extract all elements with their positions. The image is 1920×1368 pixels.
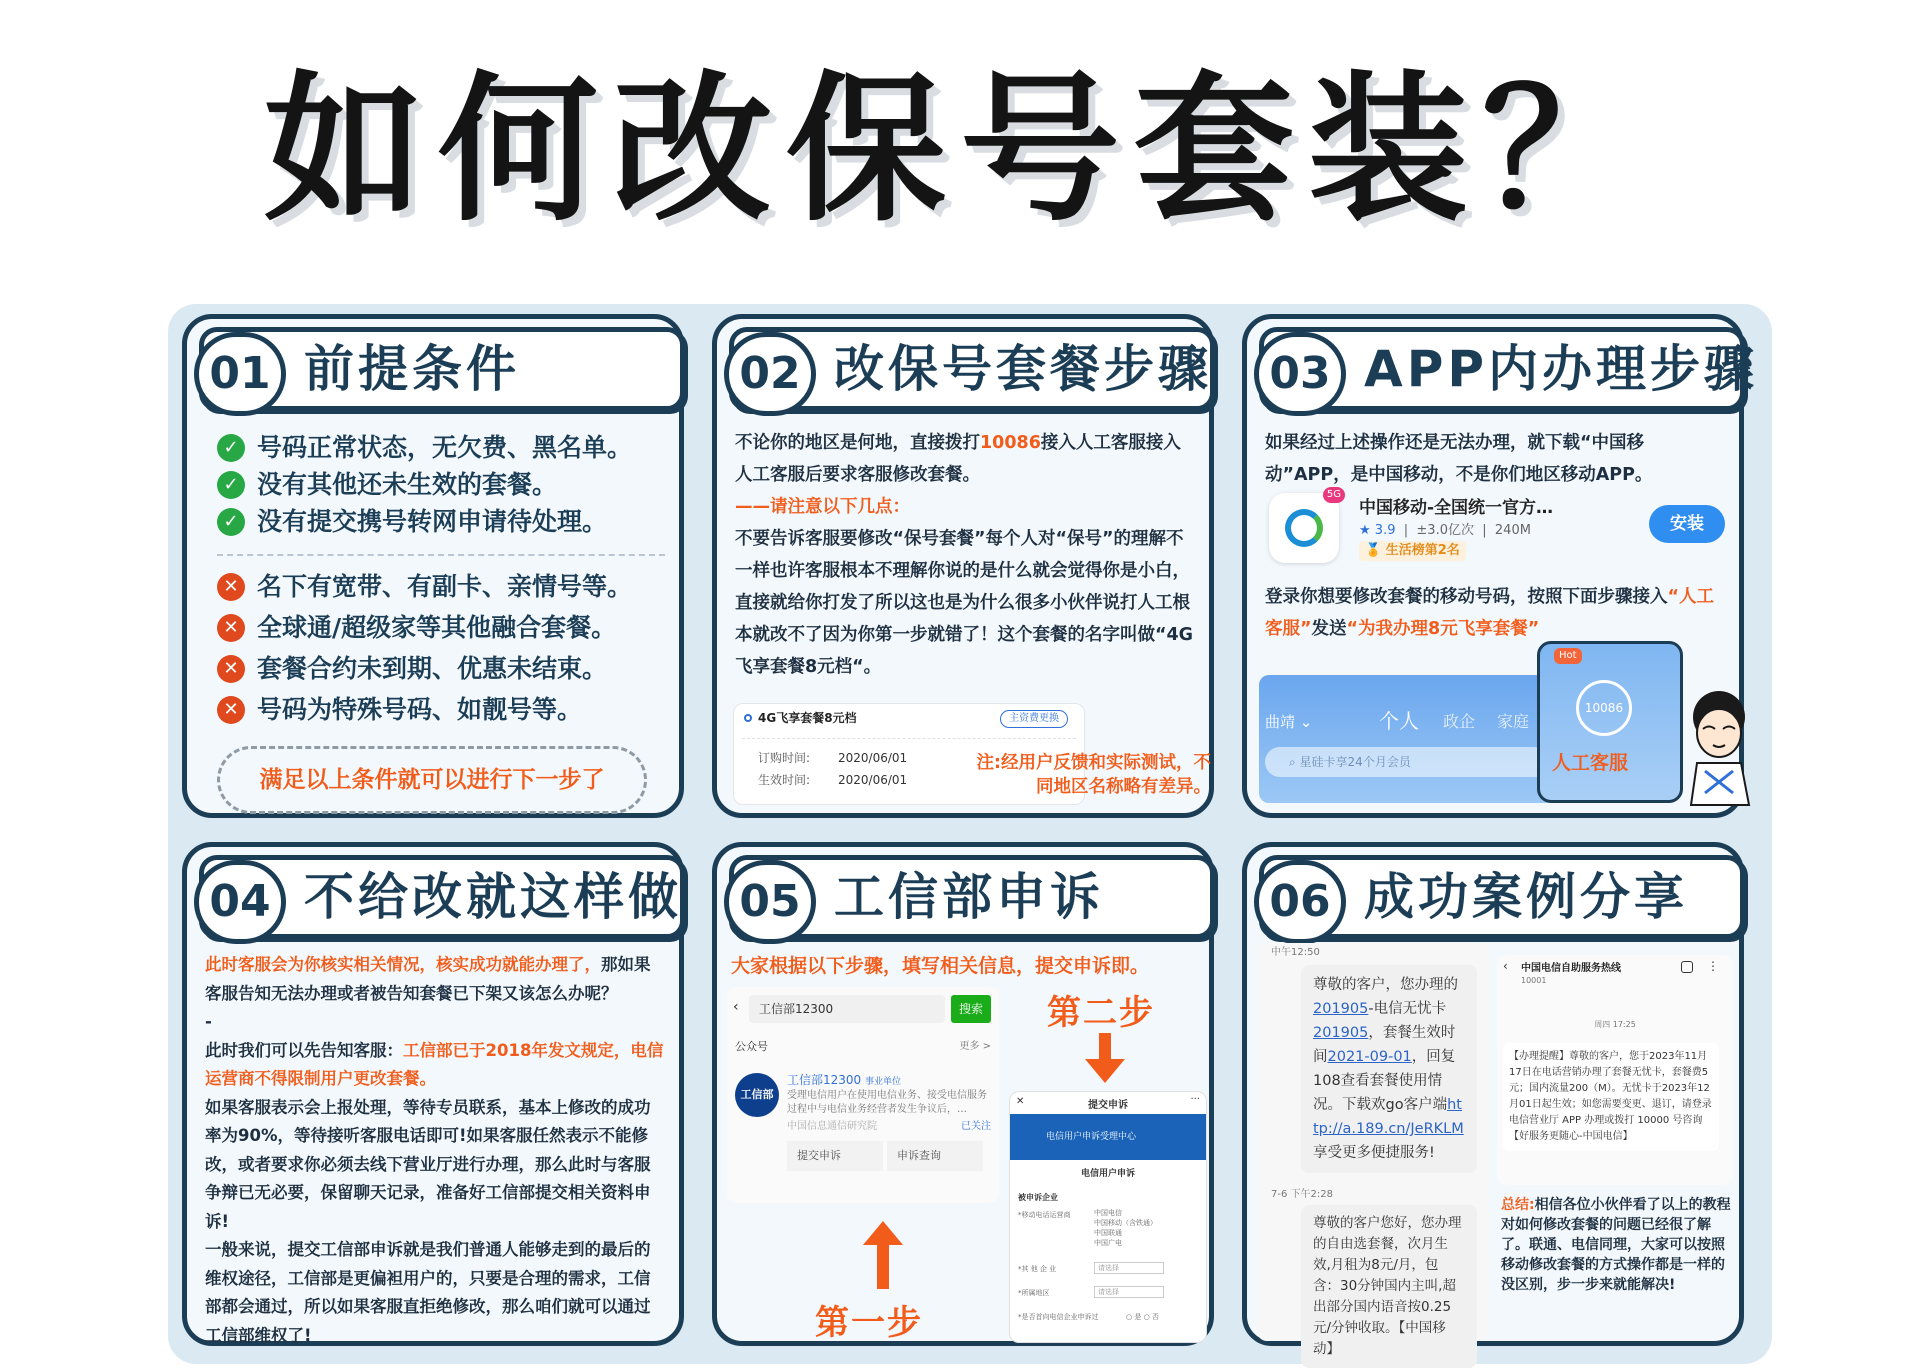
rights-paragraph: 一般来说，提交工信部申诉就是我们普通人能够走到的最后的维权途径，工信部是更偏袒用户的，只要是合理的需求，工信部都会通过，所以如果客服直拒绝修改，那么咱们就可以通过工信部维权了! <box>205 1240 651 1345</box>
sender-number: 10001 <box>1521 976 1547 985</box>
page-title: 如何改保号套装？ <box>263 56 1656 243</box>
enterprise-select[interactable]: 请选择 <box>1094 1262 1164 1274</box>
cross-circle-icon: ✕ <box>217 614 245 642</box>
cartoon-character-icon <box>1683 683 1755 805</box>
app-installs: ±3.0亿次 <box>1416 523 1474 538</box>
plan-tag: 主资费更换 <box>1000 710 1068 728</box>
step-two-label: 第二步 <box>1047 993 1155 1033</box>
divider <box>742 738 1076 739</box>
check-item: ✓ 没有其他还未生效的套餐。 <box>217 466 665 503</box>
form-row-label: *移动电话运营商 <box>1018 1211 1071 1219</box>
arrow-up-icon <box>877 1243 889 1289</box>
step-one-label: 第一步 <box>815 1303 923 1343</box>
cross-item: ✕ 号码为特殊号码、如靓号等。 <box>217 689 665 730</box>
card-header <box>729 855 1215 939</box>
quote-request: “为我办理8元飞享套餐” <box>1346 619 1540 639</box>
cross-circle-icon: ✕ <box>217 655 245 683</box>
save-icon[interactable] <box>1681 961 1693 973</box>
followup-paragraph: 如果客服表示会上报处理，等待专员联系，基本上修改的成功率为90%，等待接听客服电话即可!如果客服任然表示不能修改，或者要求你必须去线下营业厅进行办理，那么此时与客服争辩已无必要，保留聊天记录，准备好工信部提交相关资料申诉! <box>205 1097 651 1231</box>
card-title: 工信部申诉 <box>834 868 1104 926</box>
status-time: 中午12:50 <box>1271 947 1320 958</box>
quote-service: “人工客服” <box>1265 587 1715 639</box>
form-banner: 电信用户申诉受理中心 <box>1010 1114 1206 1160</box>
sms-message: 尊敬的客户您好，您办理的自由选套餐，次月生效,月租为8元/月，包含：30分钟国内主叫,超出部分国内语音按0.25元/分钟收取。【中国移动】 <box>1301 1205 1477 1368</box>
wechat-search-screenshot <box>727 987 999 1203</box>
app-listing <box>1263 489 1731 581</box>
radio-dot-icon <box>744 714 752 722</box>
check-item: ✓ 没有提交携号转网申请待处理。 <box>217 503 665 540</box>
search-input[interactable]: 工信部12300 <box>749 995 945 1023</box>
account-org: 中国信息通信研究院 <box>787 1121 877 1132</box>
more-link[interactable]: 更多 > <box>959 1041 991 1052</box>
effective-time-label: 生效时间: <box>758 773 811 787</box>
order-time-value: 2020/06/01 <box>838 751 908 765</box>
app-name: 中国移动-全国统一官方… <box>1359 498 1554 518</box>
region-select[interactable]: 请选择 <box>1094 1286 1164 1298</box>
card-success-cases <box>1242 842 1744 1357</box>
search-input[interactable]: ⌕ 星硅卡享24个月会员 <box>1265 747 1549 777</box>
star-icon: ★ <box>1359 523 1371 538</box>
5g-badge: 5G <box>1323 487 1345 503</box>
card-title: 成功案例分享 <box>1364 868 1688 926</box>
form-section: 被申诉企业 <box>1018 1193 1058 1202</box>
sms-screenshot-right <box>1497 955 1733 1185</box>
order-time-label: 订购时间: <box>758 751 811 765</box>
app-size: 240M <box>1494 523 1531 538</box>
account-name[interactable]: 工信部12300 事业单位 <box>787 1073 902 1087</box>
location-label: 曲靖 ⌄ <box>1265 713 1313 731</box>
cross-item: ✕ 名下有宽带、有副卡、亲情号等。 <box>217 566 665 607</box>
intro-line: 大家根据以下步骤，填写相关信息，提交申诉即。 <box>731 955 1150 977</box>
section-label: 公众号 <box>735 1040 768 1053</box>
more-icon[interactable]: ⋮ <box>1707 959 1719 973</box>
card-number: 06 <box>1254 860 1346 944</box>
card-number: 05 <box>724 860 816 944</box>
card-body <box>217 429 665 803</box>
effective-time-value: 2020/06/01 <box>838 773 908 787</box>
sender-name: 中国电信自助服务热线 <box>1521 963 1621 974</box>
carrier-options[interactable]: 中国电信 中国移动（含铁通） 中国联通 中国广电 <box>1094 1209 1157 1247</box>
china-mobile-logo-icon <box>1269 489 1341 563</box>
message-date: 周四 17:25 <box>1594 1020 1636 1029</box>
sms-message: 尊敬的客户，您办理的201905-电信无忧卡201905，套餐生效时间2021-09-01，回复108查看套餐使用情况。下载欢go客户端http://a.189.cn/JeRKLM享受更多便捷服务! <box>1301 965 1477 1173</box>
app-stats: ★ 3.9 | ±3.0亿次 | 240M <box>1359 523 1531 538</box>
app-home-screenshot <box>1259 675 1555 803</box>
card-header <box>1259 855 1745 939</box>
card-number: 02 <box>724 332 816 416</box>
sms-message: 【办理提醒】尊敬的客户，您于2023年11月17日在电话营销办理了套餐无忧卡，套餐费5元；国内流量200（M）。无忧卡于2023年12月01日起生效；如您需要变更、退订，请登录电信营业厅 APP 办理或拨打 10000 号咨询【好服务更随心-中国电信】 <box>1503 1043 1719 1151</box>
check-circle-icon: ✓ <box>217 471 245 499</box>
complaint-form-screenshot <box>1009 1091 1207 1343</box>
plan-name: 4G飞享套餐8元档 <box>758 711 857 725</box>
arrow-down-icon <box>1099 1033 1111 1061</box>
card-title: 前提条件 <box>304 340 520 398</box>
policy-paragraph: 此时我们可以先告知客服：工信部已于2018年发文规定，电信运营商不得限制用户更改套餐。 <box>205 1040 664 1088</box>
card-prerequisites <box>182 314 684 818</box>
install-button[interactable]: 安装 <box>1649 505 1725 543</box>
query-complaint-button[interactable]: 申诉查询 <box>887 1141 983 1171</box>
hot-badge: Hot <box>1554 648 1582 664</box>
form-row-label: *所属地区 <box>1018 1289 1050 1297</box>
hotline-number: 10086 <box>980 433 1041 453</box>
card-number: 03 <box>1254 332 1346 416</box>
card-header <box>1259 327 1758 411</box>
card-number: 04 <box>194 860 286 944</box>
back-icon[interactable]: ‹ <box>1503 959 1508 973</box>
search-icon: ⌕ <box>1289 755 1300 769</box>
cross-circle-icon: ✕ <box>217 696 245 724</box>
intro-paragraph: 如果经过上述操作还是无法办理，就下载“中国移动”APP，是中国移动，不是你们地区移动APP。 <box>1265 433 1653 485</box>
cross-circle-icon: ✕ <box>217 573 245 601</box>
card-complaint <box>712 842 1214 1346</box>
card-header <box>729 327 1215 411</box>
tab-family[interactable]: 家庭 <box>1497 712 1530 731</box>
followed-label: 已关注 <box>961 1121 991 1132</box>
card-title: 不给改就这样做 <box>304 868 682 926</box>
cross-item: ✕ 全球通/超级家等其他融合套餐。 <box>217 607 665 648</box>
close-icon[interactable]: ✕ <box>1016 1096 1025 1107</box>
check-circle-icon: ✓ <box>217 434 245 462</box>
card-title: APP内办理步骤 <box>1364 340 1758 398</box>
prior-complaint-radio[interactable]: ○ 是 ○ 否 <box>1126 1313 1159 1321</box>
form-subtitle: 电信用户申诉 <box>1080 1169 1135 1179</box>
variance-note: 注:经用户反馈和实际测试，不同地区名称略有差异。 <box>976 753 1211 797</box>
card-fallback <box>182 842 684 1346</box>
note-paragraph: 不要告诉客服要修改“保号套餐”每个人对“保号”的理解不一样也许客服根本不理解你说的是什么就会觉得你是小白，直接就给你打发了所以这也是为什么很多小伙伴说打人工根本就改不了因为你第一步就错了！这个套餐的名字叫做“4G飞享套餐8元档“。 <box>735 529 1194 677</box>
service-label: 人工客服 <box>1552 752 1629 774</box>
account-logo: 工信部 <box>735 1073 779 1117</box>
cross-item: ✕ 套餐合约未到期、优惠未结束。 <box>217 648 665 689</box>
card-header <box>199 327 685 411</box>
more-icon[interactable]: ··· <box>1190 1094 1200 1105</box>
form-title: 提交申诉 <box>1088 1100 1128 1111</box>
note-heading: ——请注意以下几点： <box>735 497 910 517</box>
card-header <box>199 855 685 939</box>
form-row-label: *其 他 企 业 <box>1018 1265 1057 1273</box>
sms-screenshot-left <box>1257 943 1489 1357</box>
app-rating: 3.9 <box>1374 523 1396 538</box>
tab-enterprise[interactable]: 政企 <box>1443 712 1476 731</box>
check-item: ✓ 号码正常状态，无欠费、黑名单。 <box>217 429 665 466</box>
form-row-label: *是否首向电信企业申诉过 <box>1018 1313 1099 1321</box>
search-button[interactable]: 搜索 <box>951 995 991 1023</box>
next-step-note: 满足以上条件就可以进行下一步了 <box>217 746 647 814</box>
check-paragraph: 此时客服会为你核实相关情况，核实成功就能办理了，那如果客服告知无法办理或者被告知套餐已下架又该怎么办呢？ <box>205 955 651 1003</box>
back-icon[interactable]: ‹ <box>733 999 739 1015</box>
app-rank: 🏅 生活榜第2名 <box>1359 541 1466 561</box>
card-body <box>205 951 665 1345</box>
dash-line: - <box>205 1012 212 1031</box>
message-time: 7-6 下午2:28 <box>1271 1189 1333 1200</box>
steps-paragraph: 登录你想要修改套餐的移动号码，按照下面步骤接入“人工客服”发送“为我办理8元飞享套餐” <box>1265 587 1715 639</box>
card-title: 改保号套餐步骤 <box>834 340 1212 398</box>
card-app-steps <box>1242 314 1758 818</box>
headset-icon[interactable]: 10086 <box>1576 680 1632 736</box>
submit-complaint-button[interactable]: 提交申诉 <box>787 1141 883 1171</box>
service-button-zoom <box>1537 641 1683 803</box>
summary-paragraph: 总结:相信各位小伙伴看了以上的教程对如何修改套餐的问题已经很了解了。联通、电信同理，大家可以按照移动修改套餐的方式操作都是一样的没区别，步一步来就能解决! <box>1501 1197 1731 1293</box>
divider <box>217 554 665 556</box>
intro-paragraph: 不论你的地区是何地，直接拨打10086接入人工客服接入人工客服后要求客服修改套餐。 <box>735 433 1181 485</box>
account-description: 受理电信用户在使用电信业务、接受电信服务过程中与电信业务经营者发生争议后，… <box>787 1090 987 1115</box>
card-change-steps <box>712 314 1214 818</box>
tab-personal[interactable]: 个人 <box>1379 709 1419 733</box>
check-circle-icon: ✓ <box>217 508 245 536</box>
card-number: 01 <box>194 332 286 416</box>
